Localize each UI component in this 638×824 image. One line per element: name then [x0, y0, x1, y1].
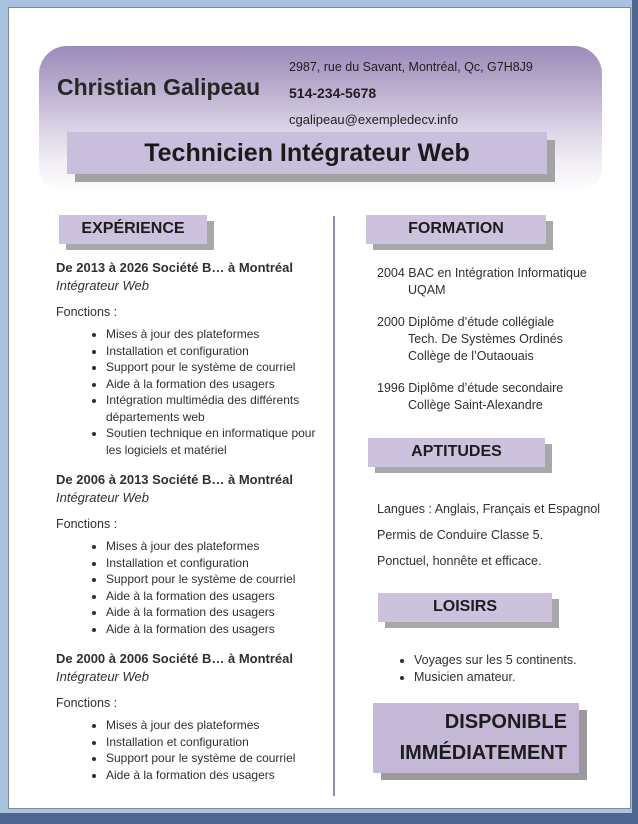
functions-label: Fonctions : [56, 305, 118, 319]
contact-address: 2987, rue du Savant, Montréal, Qc, G7H8J9 [289, 60, 533, 74]
availability-line2: IMMÉDIATEMENT [399, 742, 567, 764]
aptitude-item: Langues : Anglais, Français et Espagnol [377, 502, 601, 516]
job-bullet: • Aide à la formation des usagers [106, 621, 322, 638]
job-bullet: • Support pour le système de courriel [106, 571, 322, 588]
aptitude-item: Ponctuel, honnête et efficace. [377, 554, 542, 568]
job-bullet: • Intégration multimédia des différents départements web [106, 392, 322, 425]
frame-bottom-edge [0, 813, 638, 824]
column-divider [333, 216, 335, 796]
job-entry [56, 259, 322, 458]
aptitudes-heading: APTITUDES [368, 438, 545, 467]
formation-line: 2004 BAC en Intégration Informatique [377, 266, 587, 280]
frame-right-edge [632, 0, 638, 824]
loisirs-heading: LOISIRS [378, 593, 552, 622]
loisir-bullet: • Voyages sur les 5 continents. [414, 652, 587, 669]
formation-entry [377, 314, 607, 365]
job-entry [56, 471, 322, 637]
formation-entry [377, 380, 607, 414]
contact-email: cgalipeau@exempledecv.info [289, 112, 459, 127]
formation-entry [377, 265, 607, 299]
formation-heading: FORMATION [366, 215, 546, 244]
header [39, 46, 602, 194]
job-entry [56, 650, 322, 783]
formation-line: Collège Saint-Alexandre [408, 398, 543, 412]
functions-label: Fonctions : [56, 696, 118, 710]
loisirs-list [377, 652, 587, 686]
candidate-name: Christian Galipeau [57, 74, 261, 100]
job-bullet: • Soutien technique en informatique pour les logiciels et matériel [106, 425, 322, 458]
job-period-line: De 2000 à 2006 Société B… à Montréal [56, 651, 294, 666]
formation-line: Tech. De Systèmes Ordinés [408, 332, 563, 346]
job-bullet: • Mises à jour des plateformes [106, 326, 322, 343]
job-bullets [56, 717, 322, 783]
functions-label: Fonctions : [56, 517, 118, 531]
formation-line: 1996 Diplôme d’étude secondaire [377, 381, 564, 395]
job-bullets [56, 326, 322, 458]
formation-line: UQAM [408, 283, 446, 297]
contact-block [289, 60, 594, 127]
job-bullets [56, 538, 322, 637]
job-period-line: De 2013 à 2026 Société B… à Montréal [56, 260, 294, 275]
job-bullet: • Mises à jour des plateformes [106, 538, 322, 555]
job-bullet: • Aide à la formation des usagers [106, 604, 322, 621]
job-bullet: • Installation et configuration [106, 555, 322, 572]
experience-heading: EXPÉRIENCE [59, 215, 207, 244]
contact-phone: 514-234-5678 [289, 85, 377, 101]
job-period-line: De 2006 à 2013 Société B… à Montréal [56, 472, 294, 487]
job-bullet: • Mises à jour des plateformes [106, 717, 322, 734]
job-bullet: • Aide à la formation des usagers [106, 767, 322, 784]
job-title: Technicien Intégrateur Web [144, 138, 470, 167]
jobs-list [56, 259, 322, 783]
job-bullet: • Installation et configuration [106, 343, 322, 360]
job-title-banner [67, 132, 547, 174]
job-bullet: • Installation et configuration [106, 734, 322, 751]
availability-banner [373, 703, 579, 773]
job-role: Intégrateur Web [56, 278, 149, 293]
aptitudes-items [377, 501, 629, 579]
job-role: Intégrateur Web [56, 490, 149, 505]
job-bullet: • Aide à la formation des usagers [106, 588, 322, 605]
aptitude-item: Permis de Conduire Classe 5. [377, 528, 544, 542]
job-role: Intégrateur Web [56, 669, 149, 684]
cv-page [8, 7, 631, 809]
formation-entries [377, 265, 607, 429]
job-bullet: • Aide à la formation des usagers [106, 376, 322, 393]
job-bullet: • Support pour le système de courriel [106, 750, 322, 767]
loisir-bullet: • Musicien amateur. [414, 669, 587, 686]
formation-line: 2000 Diplôme d’étude collégiale [377, 315, 555, 329]
formation-line: Collège de l’Outaouais [408, 349, 534, 363]
availability-line1: DISPONIBLE [444, 711, 567, 733]
job-bullet: • Support pour le système de courriel [106, 359, 322, 376]
